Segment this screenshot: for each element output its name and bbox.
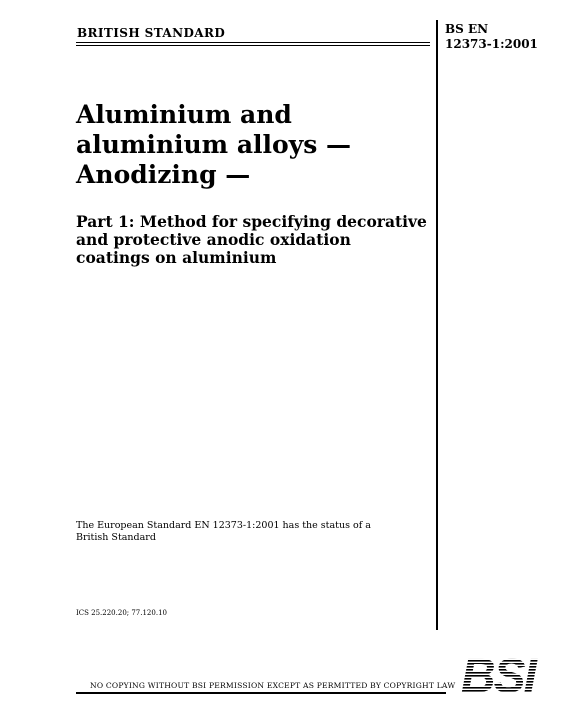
status-line2: British Standard [76,532,156,543]
bsi-logo-text: BSI [460,651,536,697]
subtitle-line3: coatings on aluminium [76,248,277,267]
subtitle-line2: and protective anodic oxidation [76,230,351,249]
vertical-rule [436,20,438,630]
series-label: BRITISH STANDARD [77,26,226,40]
title-line1: Aluminium and [76,100,292,129]
title-line3: Anodizing — [76,160,251,189]
status-statement [76,520,376,544]
ics-code: ICS 25.220.20; 77.120.10 [76,609,167,617]
document-title [76,100,426,190]
status-line1: The European Standard EN 12373-1:2001 has the status of a [76,520,371,531]
bsi-logo [447,651,549,697]
standard-number-line2: 12373-1:2001 [445,37,538,51]
subtitle-line1: Part 1: Method for specifying decorative [76,212,427,231]
header-rule [76,42,430,46]
standard-number [445,22,538,52]
copyright-notice: NO COPYING WITHOUT BSI PERMISSION EXCEPT AS PERMITTED BY COPYRIGHT LAW [90,681,456,690]
footer-rule [76,692,446,694]
standard-number-line1: BS EN [445,22,489,36]
title-line2: aluminium alloys — [76,130,351,159]
document-subtitle [76,213,436,267]
